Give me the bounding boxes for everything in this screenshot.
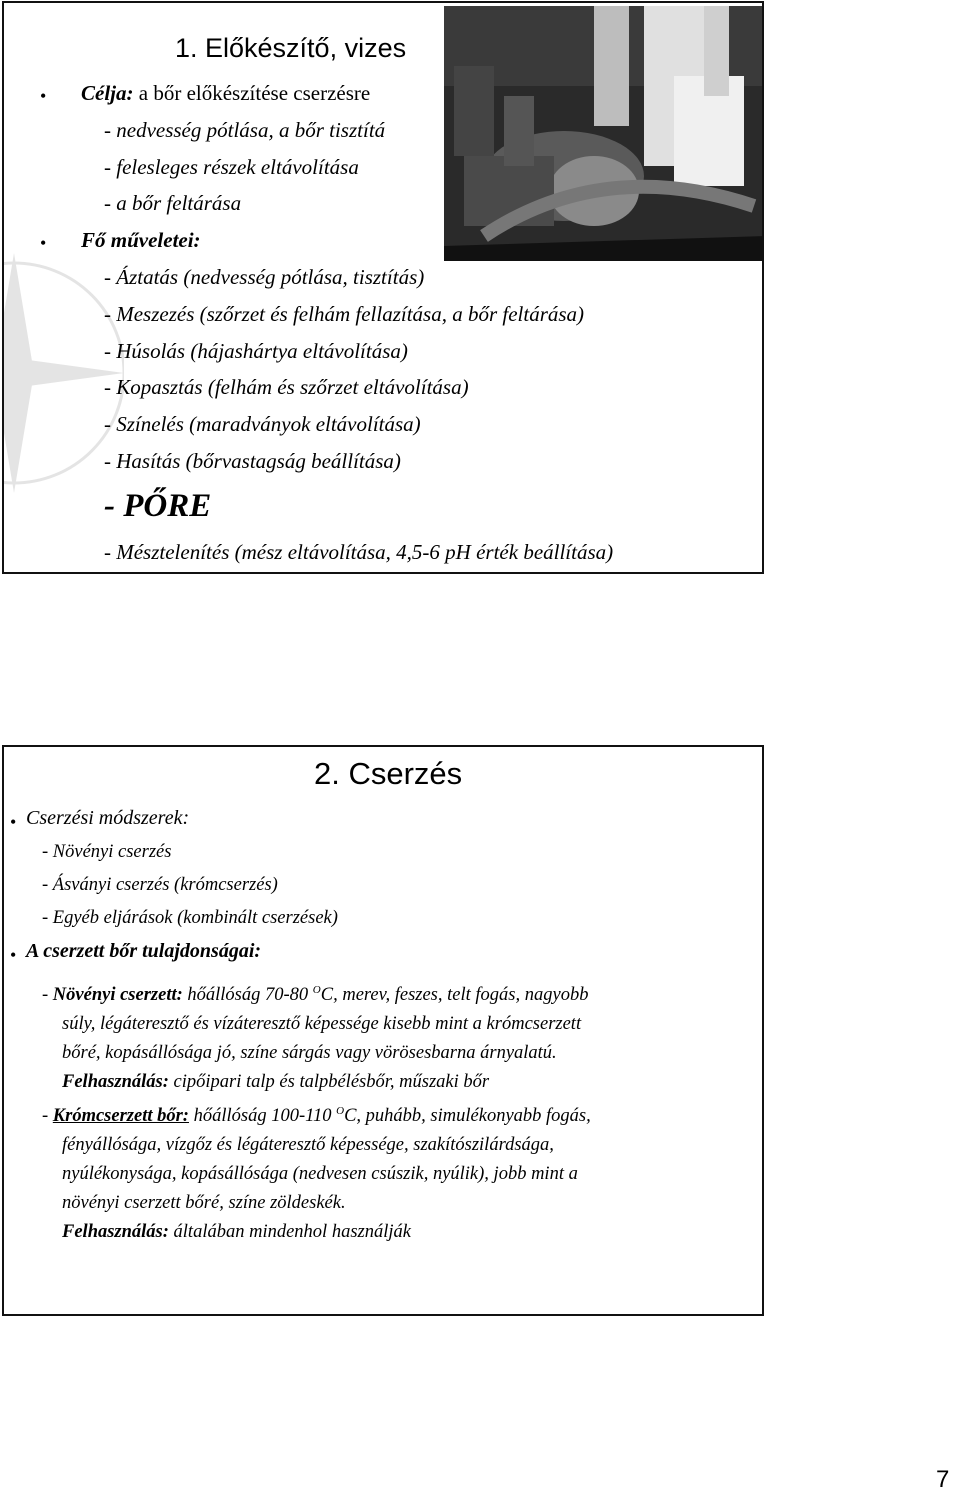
vegetable-label: Növényi cserzett: [52,985,183,1006]
goal-line [81,81,370,106]
bullet-dot: • [40,233,47,253]
goal-item: - nedvesség pótlása, a bőr tisztítá [104,118,386,142]
goal-label: Célja: [81,81,134,105]
slide1-title: 1. Előkészítő, vizes [175,33,407,63]
vegetable-line: bőré, kopásállósága jó, színe sárgás vagy vörösesbarna árnyalatú. [62,1043,557,1064]
use-label: Felhasználás: [62,1072,169,1093]
bullet-dot: • [10,945,17,965]
use-label: Felhasználás: [62,1222,169,1243]
chrome-tanned-paragraph [42,1097,591,1247]
operation-item: - Hasítás (bőrvastagság beállítása) [104,449,401,473]
tannery-machinery-photo [444,6,764,261]
chrome-line: növényi cserzett bőré, színe zöldeskék. [62,1193,346,1214]
method-item: - Ásványi cserzés (krómcserzés) [42,875,278,895]
use-text: általában mindenhol használják [168,1222,411,1243]
operation-item: - Színelés (maradványok eltávolítása) [104,412,421,436]
goal-item: - felesleges részek eltávolítása [104,155,359,179]
chrome-line: fényállósága, vízgőz és légáteresztő képessége, szakítószilárdsága, [62,1135,554,1156]
use-text: cipőipari talp és talpbélésbőr, műszaki bőr [168,1072,490,1093]
vegetable-line: C, merev, feszes, telt fogás, nagyobb [320,985,589,1006]
pore-heading: - PŐRE [104,488,212,524]
dash: - [42,1106,53,1127]
methods-label: Cserzési módszerek: [26,807,190,829]
page-number: 7 [936,1466,950,1493]
chrome-line: C, puhább, simulékonyabb fogás, [344,1106,591,1127]
slide-preparation [2,1,764,574]
slide-tanning [2,745,764,1316]
operation-item: - Áztatás (nedvesség pótlása, tisztítás) [104,265,425,289]
operation-item: - Mésztelenítés (mész eltávolítása, 4,5-6 pH érték beállítása) [104,540,614,564]
chrome-label: Krómcserzett bőr: [52,1106,189,1127]
operation-item: - Húsolás (hájashártya eltávolítása) [104,339,408,363]
operation-item: - Meszezés (szőrzet és felhám fellazítása, a bőr feltárása) [104,302,585,326]
goal-item: - a bőr feltárása [104,191,242,215]
method-item: - Egyéb eljárások (kombinált cserzések) [42,908,338,928]
vegetable-line: hőállóság 70-80 [182,985,313,1006]
operations-label: Fő műveletei: [81,228,201,252]
bullet-dot: • [10,812,17,832]
dash: - [42,985,53,1006]
properties-label: A cserzett bőr tulajdonságai: [26,940,262,962]
bullet-dot: • [40,86,47,106]
degree-symbol: O [312,984,321,996]
chrome-line: hőállóság 100-110 [188,1106,337,1127]
method-item: - Növényi cserzés [42,842,172,862]
operation-item: - Kopasztás (felhám és szőrzet eltávolítása) [104,375,469,399]
chrome-line: nyúlékonysága, kopásállósága (nedvesen csúszik, nyúlik), jobb mint a [62,1164,578,1185]
vegetable-tanned-paragraph [42,976,588,1097]
degree-symbol: O [336,1105,345,1117]
goal-text: a bőr előkészítése cserzésre [133,81,371,105]
slide2-title: 2. Cserzés [314,756,463,791]
vegetable-line: súly, légáteresztő és vízáteresztő képessége kisebb mint a krómcserzett [62,1014,582,1035]
